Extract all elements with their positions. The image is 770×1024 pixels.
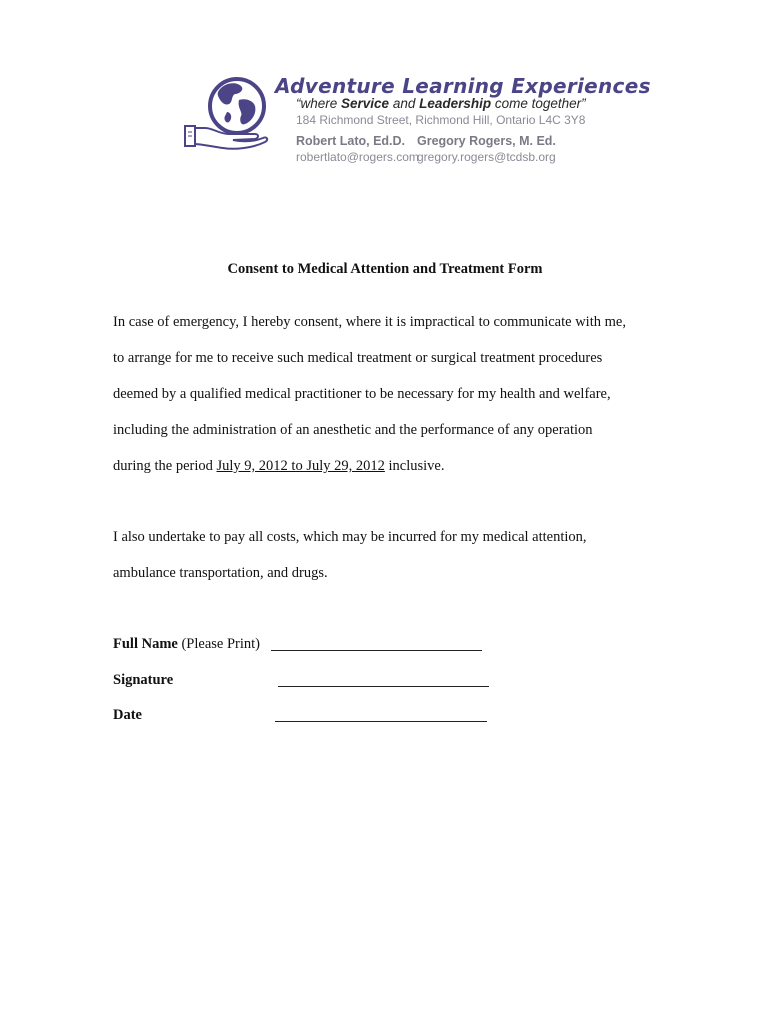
organization-name: Adventure Learning Experiences [275,74,651,98]
form-title: Consent to Medical Attention and Treatment Form [227,261,543,277]
address: 184 Richmond Street, Richmond Hill, Ontario L4C 3Y8 [296,113,586,127]
contact-1-email: robertlato@rogers.com [296,150,419,164]
paragraph-line: deemed by a qualified medical practitioner to be necessary for my health and welfare, [113,386,611,402]
paragraph-line: In case of emergency, I hereby consent, where it is impractical to communicate with me, [113,314,626,330]
letterhead [0,0,770,180]
paragraph-line: to arrange for me to receive such medical treatment or surgical treatment procedures [113,350,603,366]
paragraph-line: including the administration of an anesthetic and the performance of any operation [113,422,593,438]
signature-line[interactable] [278,686,489,687]
date-line[interactable] [275,721,487,722]
globe-hand-logo [183,72,275,152]
paragraph-line: I also undertake to pay all costs, which may be incurred for my medical attention, [113,529,587,545]
full-name-label: Full Name (Please Print) [113,636,260,652]
contact-2-name: Gregory Rogers, M. Ed. [417,134,556,148]
contact-2-email: gregory.rogers@tcdsb.org [417,150,556,164]
date-label: Date [113,707,142,723]
paragraph-line: ambulance transportation, and drugs. [113,565,328,581]
contact-1-name: Robert Lato, Ed.D. [296,134,406,148]
consent-period: July 9, 2012 to July 29, 2012 [216,458,385,474]
paragraph-line: during the period July 9, 2012 to July 29, 2012 inclusive. [113,458,445,474]
tagline: “where Service and Leadership come together” [296,96,586,111]
signature-label: Signature [113,672,174,688]
full-name-line[interactable] [271,650,482,651]
